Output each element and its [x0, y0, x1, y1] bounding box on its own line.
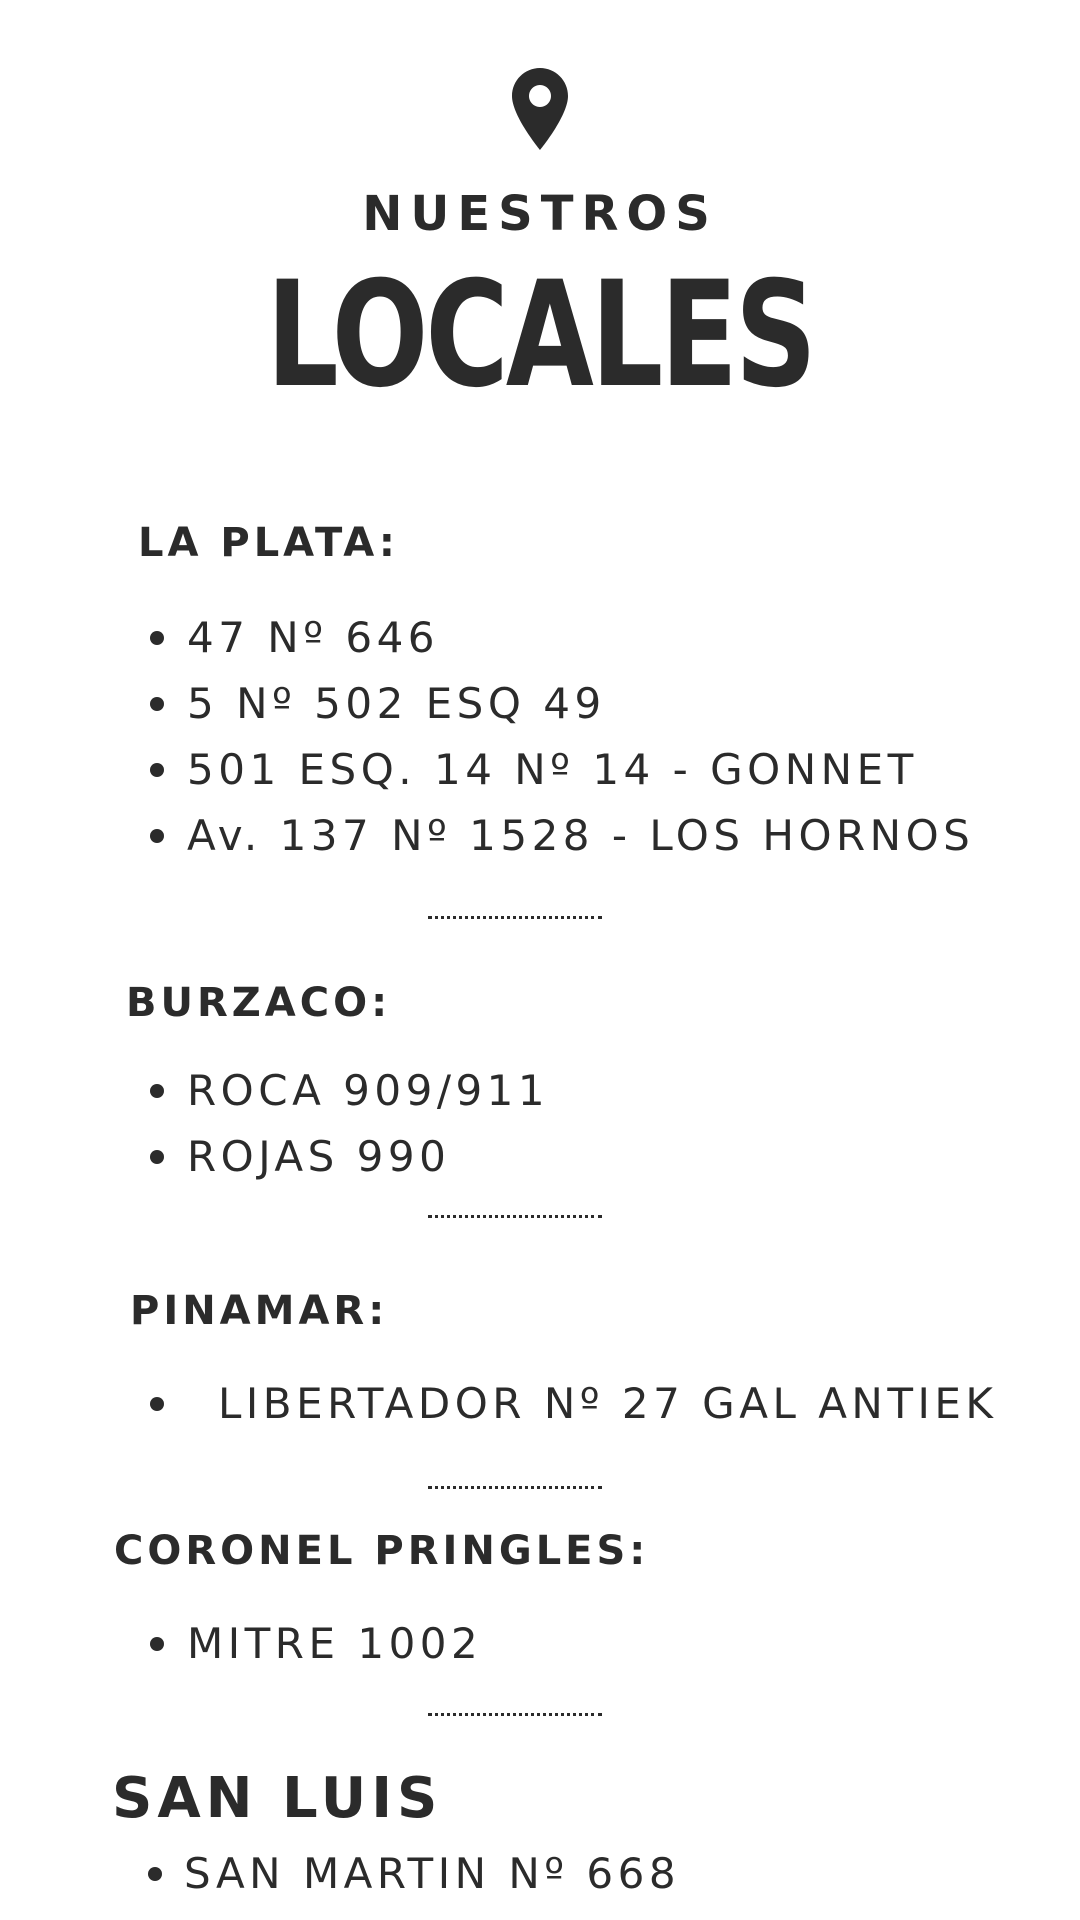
address-item: 501 ESQ. 14 Nº 14 - GONNET [187, 745, 918, 794]
city-heading-burzaco: BURZACO: [126, 980, 392, 1026]
section-divider [428, 1713, 602, 1716]
city-heading-la-plata: LA PLATA: [138, 520, 399, 566]
page-title [0, 250, 1080, 420]
section-divider [428, 1486, 602, 1489]
address-item: SAN MARTIN Nº 668 [184, 1849, 681, 1898]
address-item: LIBERTADOR Nº 27 GAL ANTIEK [218, 1379, 998, 1428]
address-item: ROJAS 990 [187, 1132, 451, 1181]
section-divider [428, 1215, 602, 1218]
address-item: Av. 137 Nº 1528 - LOS HORNOS [187, 811, 975, 860]
list-bullet [150, 829, 164, 843]
address-item: 5 Nº 502 ESQ 49 [187, 679, 606, 728]
list-bullet [150, 1084, 164, 1098]
section-divider [428, 916, 602, 919]
city-heading-san-luis: SAN LUIS [112, 1766, 443, 1831]
list-bullet [150, 631, 164, 645]
list-bullet [150, 1150, 164, 1164]
map-pin-icon [512, 68, 568, 150]
list-bullet [148, 1867, 162, 1881]
address-item: 47 Nº 646 [187, 613, 440, 662]
list-bullet [150, 1397, 164, 1411]
eyebrow-title: NUESTROS [362, 186, 718, 242]
address-item: MITRE 1002 [187, 1619, 483, 1668]
list-bullet [150, 1637, 164, 1651]
city-heading-pinamar: PINAMAR: [130, 1288, 389, 1334]
address-item: ROCA 909/911 [187, 1066, 550, 1115]
page-title-text: LOCALES [266, 250, 814, 420]
city-heading-coronel-pringles: CORONEL PRINGLES: [114, 1528, 650, 1574]
list-bullet [150, 763, 164, 777]
list-bullet [150, 697, 164, 711]
